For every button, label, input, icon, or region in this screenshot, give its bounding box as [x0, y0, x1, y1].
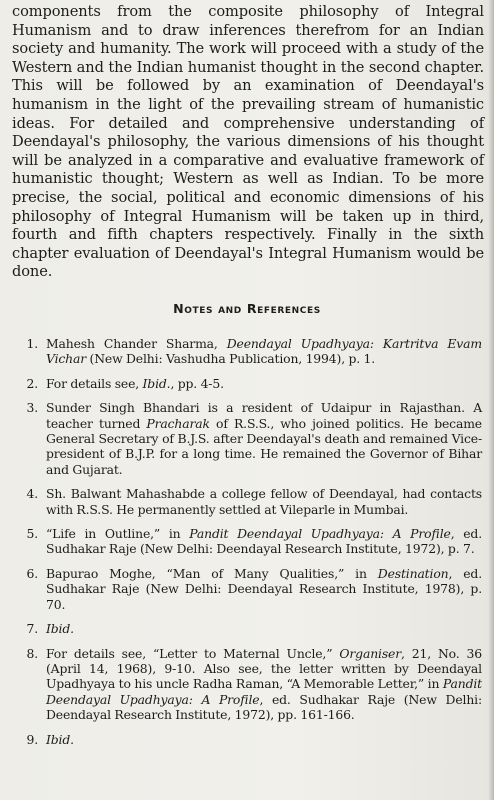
note-item-5 [20, 526, 482, 557]
note-text: For details see, “Letter to Maternal Uncle,” Organiser, 21, No. 36 (April 14, 1968), 9-10. Also see, the letter written by Deendayal Upadhyaya to his uncle Radha Raman, “A Memorable Letter,” in Pandit Deendayal Upadhyaya: A Profile, ed. Sudhakar Raje (New Delhi: Deendayal Research Institute, 1972), pp. 161-166. [46, 645, 482, 723]
note-item-2 [20, 376, 482, 391]
body-paragraph: components from the composite philosophy of Integral Humanism and to draw inferences therefrom for an Indian society and humanity. The work will proceed with a study of the Western and the Indian humanist thought in the second chapter. This will be followed by an examination of Deendayal's humanism in the light of the prevailing stream of humanistic ideas. For detailed and comprehensive understanding of Deendayal's philosophy, the various dimensions of his thought will be analyzed in a comparative and evaluative framework of humanistic thought; Western as well as Indian. To be more precise, the social, political and economic dimensions of his philosophy of Integral Humanism will be taken up in third, fourth and fifth chapters respectively. Finally in the sixth chapter evaluation of Deendayal's Integral Humanism would be done. [12, 3, 484, 281]
note-text: Ibid. [46, 731, 74, 747]
note-number: 5. [26, 526, 38, 542]
note-number: 2. [26, 375, 38, 391]
note-item-8 [20, 646, 482, 723]
note-text: Ibid. [46, 621, 74, 637]
note-text: Sh. Balwant Mahashabde a college fellow of Deendayal, had contacts with R.S.S. He permanently settled at Vileparle in Mumbai. [46, 486, 482, 517]
notes-list [20, 336, 482, 756]
body-text-block [12, 3, 484, 282]
note-item-9 [20, 732, 482, 747]
note-text: “Life in Outline,” in Pandit Deendayal Upadhyaya: A Profile, ed. Sudhakar Raje (New Delhi: Deendayal Research Institute, 1972), p. 7. [46, 526, 482, 557]
note-text: Bapurao Moghe, “Man of Many Qualities,” in Destination, ed. Sudhakar Raje (New Delhi: Deendayal Research Institute, 1978), p. 70. [46, 565, 482, 612]
note-text: Sunder Singh Bhandari is a resident of Udaipur in Rajasthan. A teacher turned Pracharak of R.S.S., who joined politics. He became General Secretary of B.J.S. after Deendayal's death and remained Vice-president of B.J.P. for a long time. He remained the Governor of Bihar and Gujarat. [46, 400, 482, 477]
note-number: 3. [26, 400, 38, 416]
note-number: 8. [26, 645, 38, 661]
note-number: 6. [26, 565, 38, 581]
note-number: 4. [26, 486, 38, 502]
note-item-1 [20, 336, 482, 367]
page-edge-shadow [488, 0, 494, 800]
note-item-7 [20, 621, 482, 636]
note-item-4 [20, 486, 482, 517]
note-item-3 [20, 400, 482, 477]
note-text: For details see, Ibid., pp. 4-5. [46, 375, 224, 391]
note-number: 9. [26, 731, 38, 747]
note-text: Mahesh Chander Sharma, Deendayal Upadhyaya: Kartritva Evam Vichar (New Delhi: Vashudha Publication, 1994), p. 1. [46, 336, 482, 367]
note-number: 1. [26, 336, 38, 351]
note-item-6 [20, 566, 482, 612]
notes-heading: Notes and References [173, 301, 321, 316]
note-number: 7. [26, 621, 38, 637]
